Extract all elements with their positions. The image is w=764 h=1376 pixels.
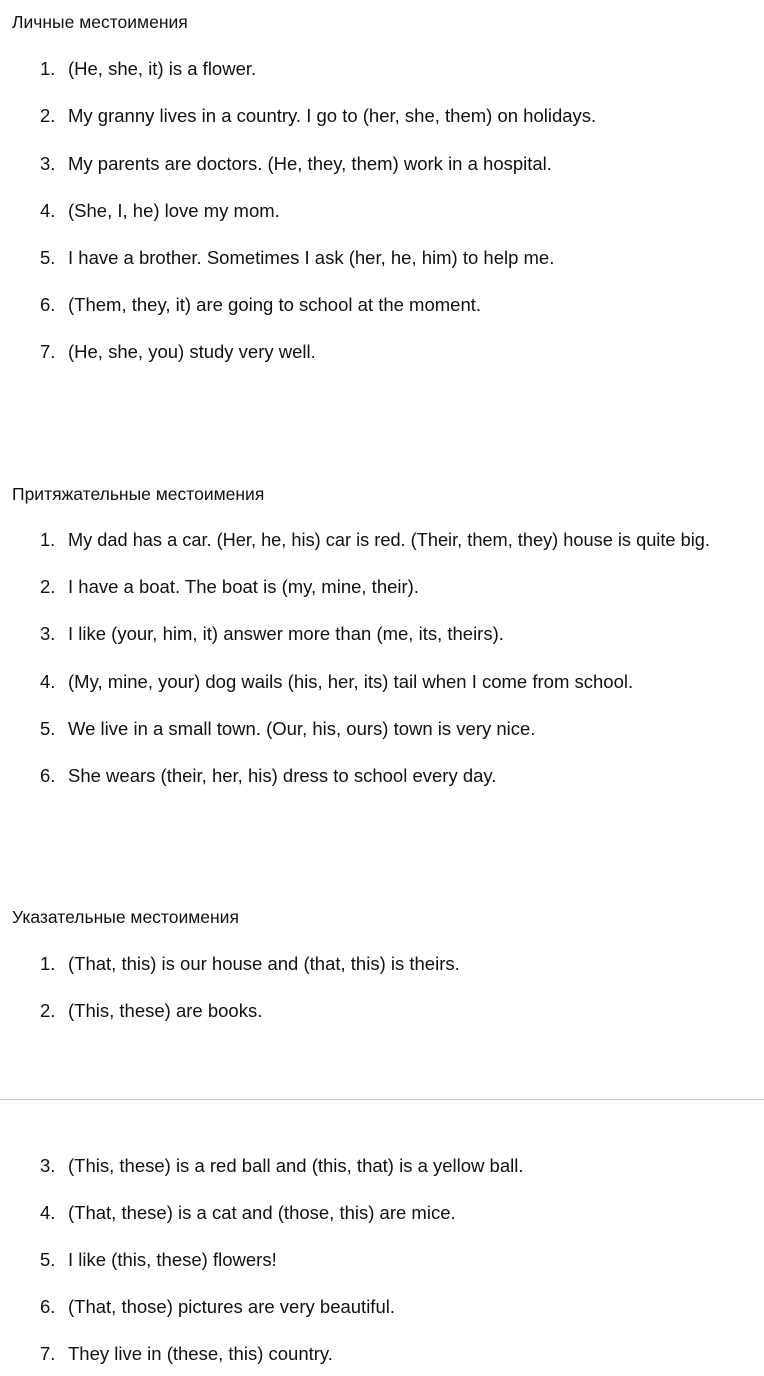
list-item xyxy=(40,1296,395,1318)
item-number: 3. xyxy=(40,153,56,174)
item-text: I like (this, these) flowers! xyxy=(68,1249,277,1270)
item-text: We live in a small town. (Our, his, ours) town is very nice. xyxy=(68,718,536,739)
section-heading-possessive: Притяжательные местоимения xyxy=(12,484,265,504)
section-heading-personal: Личные местоимения xyxy=(12,12,188,32)
item-number: 5. xyxy=(40,1249,56,1270)
list-item xyxy=(40,671,633,693)
item-number: 1. xyxy=(40,953,56,974)
item-text: (My, mine, your) dog wails (his, her, its) tail when I come from school. xyxy=(68,671,634,692)
list-item xyxy=(40,247,554,269)
list-item xyxy=(40,953,460,975)
list-item xyxy=(40,623,504,645)
list-item xyxy=(40,58,256,80)
list-item xyxy=(40,718,535,740)
item-text: (That, those) pictures are very beautiful. xyxy=(68,1296,395,1317)
item-number: 1. xyxy=(40,530,56,550)
list-item xyxy=(40,529,710,551)
item-text: My parents are doctors. (He, they, them) work in a hospital. xyxy=(68,153,552,174)
item-text: I have a boat. The boat is (my, mine, their). xyxy=(68,576,419,597)
item-text: (That, these) is a cat and (those, this) are mice. xyxy=(68,1202,456,1223)
item-number: 4. xyxy=(40,671,56,692)
list-item xyxy=(40,1343,333,1365)
item-number: 6. xyxy=(40,294,56,315)
item-number: 7. xyxy=(40,341,56,362)
page-break-divider xyxy=(0,1099,764,1100)
item-text: (He, she, you) study very well. xyxy=(68,341,316,362)
item-number: 3. xyxy=(40,623,56,644)
list-item xyxy=(40,1155,524,1177)
list-item xyxy=(40,1000,262,1022)
item-text: My dad has a car. (Her, he, his) car is red. (Their, them, they) house is quite big. xyxy=(68,530,710,550)
list-item xyxy=(40,765,496,787)
item-number: 5. xyxy=(40,247,56,268)
item-number: 6. xyxy=(40,1296,56,1317)
list-item xyxy=(40,294,481,316)
item-text: (She, I, he) love my mom. xyxy=(68,200,280,221)
list-item xyxy=(40,341,316,363)
list-item xyxy=(40,105,596,127)
item-text: They live in (these, this) country. xyxy=(68,1343,333,1364)
item-number: 2. xyxy=(40,576,56,597)
item-number: 7. xyxy=(40,1343,56,1364)
list-item xyxy=(40,1249,277,1271)
item-number: 1. xyxy=(40,58,56,79)
list-item xyxy=(40,200,280,222)
item-text: (That, this) is our house and (that, this) is theirs. xyxy=(68,953,460,974)
list-item xyxy=(40,576,419,598)
list-item xyxy=(40,153,552,175)
item-number: 6. xyxy=(40,765,56,786)
item-text: My granny lives in a country. I go to (her, she, them) on holidays. xyxy=(68,105,597,126)
item-text: I like (your, him, it) answer more than (me, its, theirs). xyxy=(68,623,504,644)
item-number: 4. xyxy=(40,200,56,221)
item-text: (He, she, it) is a flower. xyxy=(68,58,257,79)
item-text: She wears (their, her, his) dress to school every day. xyxy=(68,765,497,786)
item-text: (Them, they, it) are going to school at the moment. xyxy=(68,294,482,315)
item-text: (This, these) is a red ball and (this, that) is a yellow ball. xyxy=(68,1155,524,1176)
item-number: 3. xyxy=(40,1155,56,1176)
item-number: 2. xyxy=(40,1000,56,1021)
item-text: I have a brother. Sometimes I ask (her, he, him) to help me. xyxy=(68,247,555,268)
item-number: 5. xyxy=(40,718,56,739)
item-number: 2. xyxy=(40,105,56,126)
list-item xyxy=(40,1202,456,1224)
section-heading-demonstrative: Указательные местоимения xyxy=(12,907,239,927)
item-text: (This, these) are books. xyxy=(68,1000,263,1021)
item-number: 4. xyxy=(40,1202,56,1223)
